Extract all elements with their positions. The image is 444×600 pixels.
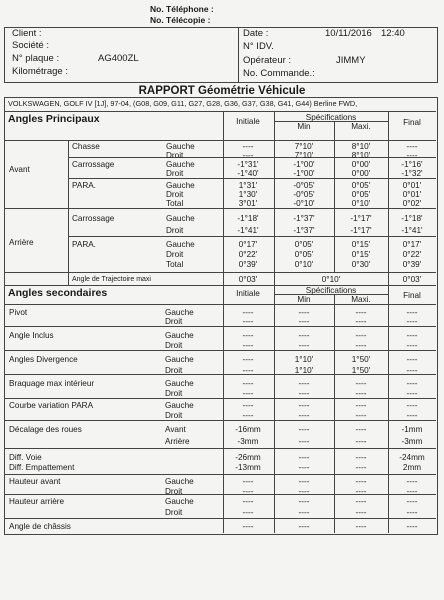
- sec-row-max: ----: [355, 308, 367, 317]
- sec-row-min: ----: [298, 379, 310, 388]
- main-row-final: -1°16': [401, 160, 423, 169]
- sec-row-min: 1°10': [294, 355, 314, 364]
- sec-row-initiale: ----: [242, 317, 254, 326]
- operateur-label: Opérateur :: [243, 55, 292, 66]
- sec-row-final: 2mm: [402, 463, 422, 472]
- main-row-side: Total: [166, 199, 184, 208]
- sec-row-initiale: ----: [242, 508, 254, 517]
- sec-row-side: Droit: [165, 366, 183, 375]
- sec-row-max: ----: [355, 522, 367, 531]
- main-row-max: 8°10': [351, 142, 371, 151]
- sec-row-name: Décalage des roues: [9, 425, 82, 434]
- trajectoire-initiale: 0°03': [238, 275, 258, 284]
- group-arriere: Arrière: [9, 238, 34, 247]
- main-row-side: Total: [166, 260, 184, 269]
- sec-row-side: Gauche: [165, 497, 194, 506]
- header-specifications: Spécifications: [305, 113, 357, 122]
- sec-row-side: Droit: [165, 389, 183, 398]
- sec-row-name: Braquage max intérieur: [9, 379, 95, 388]
- sec-row-side: Gauche: [165, 477, 194, 486]
- main-row-min: 0°10': [294, 260, 314, 269]
- section-title-principaux: Angles Principaux: [8, 113, 100, 125]
- sec-row-side: Avant: [165, 425, 186, 434]
- sec-row-side: Gauche: [165, 331, 194, 340]
- main-row-side: Gauche: [166, 240, 195, 249]
- main-row-initiale: 0°39': [238, 260, 258, 269]
- sec-row-initiale: -16mm: [235, 425, 261, 434]
- plaque-label: N° plaque :: [12, 53, 60, 64]
- sec-row-final: ----: [406, 522, 418, 531]
- sec-row-final: ----: [406, 487, 418, 496]
- sec-row-initiale: -26mm: [235, 453, 261, 462]
- sec-row-final: ----: [406, 366, 418, 375]
- sec-row-initiale: ----: [242, 366, 254, 375]
- sec-row-final: ----: [406, 308, 418, 317]
- sec-row-name: Hauteur arrière: [9, 497, 65, 506]
- main-row-min: -1°37': [293, 214, 315, 223]
- time-value: 12:40: [381, 28, 405, 39]
- sec-row-max: ----: [355, 379, 367, 388]
- main-row-min: 7°10': [294, 142, 314, 151]
- main-row-min: -1°00': [293, 160, 315, 169]
- main-row-final: 0°01': [402, 190, 422, 199]
- main-row-side: Droit: [166, 250, 184, 259]
- date-value: 10/11/2016: [325, 28, 372, 39]
- sec-row-max: ----: [355, 425, 367, 434]
- main-row-max: 0°00': [351, 160, 371, 169]
- main-row-min: 7°10': [294, 151, 314, 160]
- sec-row-name: Courbe variation PARA: [9, 401, 94, 410]
- sec-row-final: ----: [406, 355, 418, 364]
- sec-row-max: ----: [355, 411, 367, 420]
- sec-row-min: ----: [298, 401, 310, 410]
- sec-row-name: Diff. Empattement: [9, 463, 75, 472]
- sec-row-min: 1°10': [294, 366, 314, 375]
- main-row-initiale: 1°31': [238, 181, 258, 190]
- sec-row-initiale: ----: [242, 331, 254, 340]
- sec-row-min: ----: [298, 308, 310, 317]
- main-row-final: 0°22': [402, 250, 422, 259]
- sec-row-min: ----: [298, 411, 310, 420]
- main-row-max: -1°17': [350, 226, 372, 235]
- main-row-min: -0°05': [293, 190, 315, 199]
- sec-row-initiale: ----: [242, 497, 254, 506]
- sec-row-side: Droit: [165, 411, 183, 420]
- trajectoire-final: 0°03': [402, 275, 422, 284]
- sec-row-side: Droit: [165, 508, 183, 517]
- sec-row-initiale: ----: [242, 522, 254, 531]
- commande-label: No. Commande.:: [243, 68, 315, 79]
- group-avant: Avant: [9, 165, 30, 174]
- sec-row-initiale: ----: [242, 308, 254, 317]
- sec-row-min: ----: [298, 389, 310, 398]
- sec-row-min: ----: [298, 317, 310, 326]
- header-initiale-2: Initiale: [236, 289, 260, 298]
- header-specifications-2: Spécifications: [305, 286, 357, 295]
- main-row-initiale: ----: [242, 151, 254, 160]
- header-final: Final: [403, 118, 421, 127]
- main-row-max: 0°05': [351, 181, 371, 190]
- operateur-value: JIMMY: [336, 55, 366, 66]
- main-row-initiale: 0°22': [238, 250, 258, 259]
- sec-row-initiale: ----: [242, 401, 254, 410]
- main-row-side: Droit: [166, 226, 184, 235]
- info-box: [4, 27, 438, 83]
- sec-row-max: ----: [355, 389, 367, 398]
- sec-row-max: ----: [355, 477, 367, 486]
- sec-row-max: ----: [355, 487, 367, 496]
- sec-row-side: Gauche: [165, 355, 194, 364]
- sec-row-side: Droit: [165, 341, 183, 350]
- sec-row-min: ----: [298, 453, 310, 462]
- km-label: Kilométrage :: [12, 66, 68, 77]
- main-row-initiale: 1°30': [238, 190, 258, 199]
- sec-row-initiale: ----: [242, 379, 254, 388]
- sec-row-name: Diff. Voie: [9, 453, 42, 462]
- main-row-final: -1°32': [401, 169, 423, 178]
- sec-row-initiale: ----: [242, 341, 254, 350]
- sec-row-side: Gauche: [165, 401, 194, 410]
- sec-row-final: ----: [406, 317, 418, 326]
- sec-row-min: ----: [298, 497, 310, 506]
- header-min: Min: [297, 122, 311, 131]
- sec-row-initiale: ----: [242, 411, 254, 420]
- sec-row-max: ----: [355, 401, 367, 410]
- sec-row-final: -3mm: [401, 437, 423, 446]
- sec-row-final: ----: [406, 477, 418, 486]
- sec-row-name: Hauteur avant: [9, 477, 61, 486]
- main-row-side: Gauche: [166, 160, 195, 169]
- main-row-final: 0°01': [402, 181, 422, 190]
- sec-row-initiale: -3mm: [237, 437, 259, 446]
- sec-row-max: ----: [355, 463, 367, 472]
- sec-row-final: -24mm: [399, 453, 425, 462]
- sec-row-name: Angles Divergence: [9, 355, 78, 364]
- sec-row-min: ----: [298, 331, 310, 340]
- sec-row-min: ----: [298, 437, 310, 446]
- main-row-initiale: 3°01': [238, 199, 258, 208]
- main-row-initiale: ----: [242, 142, 254, 151]
- section-title-secondaires: Angles secondaires: [8, 287, 108, 299]
- client-label: Client :: [12, 28, 42, 39]
- sec-row-side: Gauche: [165, 379, 194, 388]
- main-row-final: -1°41': [401, 226, 423, 235]
- sec-row-min: ----: [298, 425, 310, 434]
- main-row-min: 0°05': [294, 250, 314, 259]
- sec-row-final: ----: [406, 341, 418, 350]
- main-row-min: -1°00': [293, 169, 315, 178]
- sec-row-final: ----: [406, 497, 418, 506]
- sec-row-initiale: ----: [242, 389, 254, 398]
- sec-row-max: ----: [355, 341, 367, 350]
- idv-label: N° IDV.: [243, 41, 274, 52]
- main-row-max: 0°05': [351, 190, 371, 199]
- main-row-initiale: 0°17': [238, 240, 258, 249]
- sec-row-final: ----: [406, 331, 418, 340]
- trajectoire-spec: 0°10': [321, 275, 341, 284]
- header-maxi: Maxi.: [351, 122, 371, 131]
- main-row-initiale: -1°18': [237, 214, 259, 223]
- main-row-name: Carrossage: [72, 214, 115, 223]
- main-row-final: 0°17': [402, 240, 422, 249]
- main-row-final: 0°02': [402, 199, 422, 208]
- report-title: RAPPORT Géométrie Véhicule: [138, 85, 306, 97]
- main-row-final: 0°39': [402, 260, 422, 269]
- sec-row-max: 1°50': [351, 366, 371, 375]
- fax-label: No. Télécopie :: [150, 15, 211, 25]
- header-final-2: Final: [403, 291, 421, 300]
- main-row-side: Gauche: [166, 142, 195, 151]
- main-row-initiale: -1°31': [237, 160, 259, 169]
- sec-row-min: ----: [298, 463, 310, 472]
- sec-row-min: ----: [298, 487, 310, 496]
- sec-row-side: Arrière: [165, 437, 190, 446]
- main-row-final: -1°18': [401, 214, 423, 223]
- main-row-name: PARA.: [72, 181, 96, 190]
- main-row-min: -1°37': [293, 226, 315, 235]
- sec-row-name: Angle de châssis: [9, 522, 71, 531]
- sec-row-min: ----: [298, 522, 310, 531]
- sec-row-initiale: ----: [242, 477, 254, 486]
- header-maxi-2: Maxi.: [351, 295, 371, 304]
- sec-row-min: ----: [298, 477, 310, 486]
- main-row-name: Carrossage: [72, 160, 115, 169]
- main-row-min: -0°10': [293, 199, 315, 208]
- main-row-final: ----: [406, 142, 418, 151]
- sec-row-name: Angle Inclus: [9, 331, 54, 340]
- sec-row-min: ----: [298, 508, 310, 517]
- sec-row-max: ----: [355, 497, 367, 506]
- main-row-initiale: -1°41': [237, 226, 259, 235]
- sec-row-final: -1mm: [401, 425, 423, 434]
- main-row-final: ----: [406, 151, 418, 160]
- sec-row-side: Droit: [165, 487, 183, 496]
- main-row-min: 0°05': [294, 240, 314, 249]
- telephone-label: No. Téléphone :: [150, 4, 214, 14]
- sec-row-side: Droit: [165, 317, 183, 326]
- main-row-max: 0°00': [351, 169, 371, 178]
- sec-row-max: 1°50': [351, 355, 371, 364]
- sec-row-max: ----: [355, 508, 367, 517]
- trajectoire-label: Angle de Trajectoire maxi: [72, 276, 151, 283]
- main-row-initiale: -1°40': [237, 169, 259, 178]
- date-label: Date :: [243, 28, 269, 39]
- main-row-side: Droit: [166, 169, 184, 178]
- main-row-max: -1°17': [350, 214, 372, 223]
- sec-row-initiale: ----: [242, 355, 254, 364]
- sec-row-final: ----: [406, 411, 418, 420]
- sec-row-max: ----: [355, 453, 367, 462]
- sec-row-max: ----: [355, 437, 367, 446]
- sec-row-min: ----: [298, 341, 310, 350]
- main-row-max: 0°10': [351, 199, 371, 208]
- main-row-side: Gauche: [166, 214, 195, 223]
- main-row-max: 0°15': [351, 240, 371, 249]
- plaque-value: AG400ZL: [98, 53, 139, 64]
- sec-row-side: Gauche: [165, 308, 194, 317]
- header-min-2: Min: [297, 295, 311, 304]
- main-row-name: PARA.: [72, 240, 96, 249]
- sec-row-final: ----: [406, 508, 418, 517]
- main-row-max: 0°30': [351, 260, 371, 269]
- sec-row-final: ----: [406, 389, 418, 398]
- main-row-max: 0°15': [351, 250, 371, 259]
- sec-row-initiale: ----: [242, 487, 254, 496]
- sec-row-max: ----: [355, 317, 367, 326]
- main-row-side: Droit: [166, 190, 184, 199]
- sec-row-final: ----: [406, 401, 418, 410]
- sec-row-final: ----: [406, 379, 418, 388]
- sec-row-max: ----: [355, 331, 367, 340]
- main-row-name: Chasse: [72, 142, 100, 151]
- sec-row-initiale: -13mm: [235, 463, 261, 472]
- vehicle-description: VOLKSWAGEN, GOLF IV [1J], 97-04, (G08, G09, G11, G27, G28, G36, G37, G38, G41, G44) Berline FWD,: [8, 99, 358, 108]
- main-row-max: 8°10': [351, 151, 371, 160]
- main-row-min: -0°05': [293, 181, 315, 190]
- main-row-side: Gauche: [166, 181, 195, 190]
- header-initiale: Initiale: [236, 117, 260, 126]
- main-row-side: Droit: [166, 151, 184, 160]
- sec-row-name: Pivot: [9, 308, 28, 317]
- societe-label: Société :: [12, 40, 49, 51]
